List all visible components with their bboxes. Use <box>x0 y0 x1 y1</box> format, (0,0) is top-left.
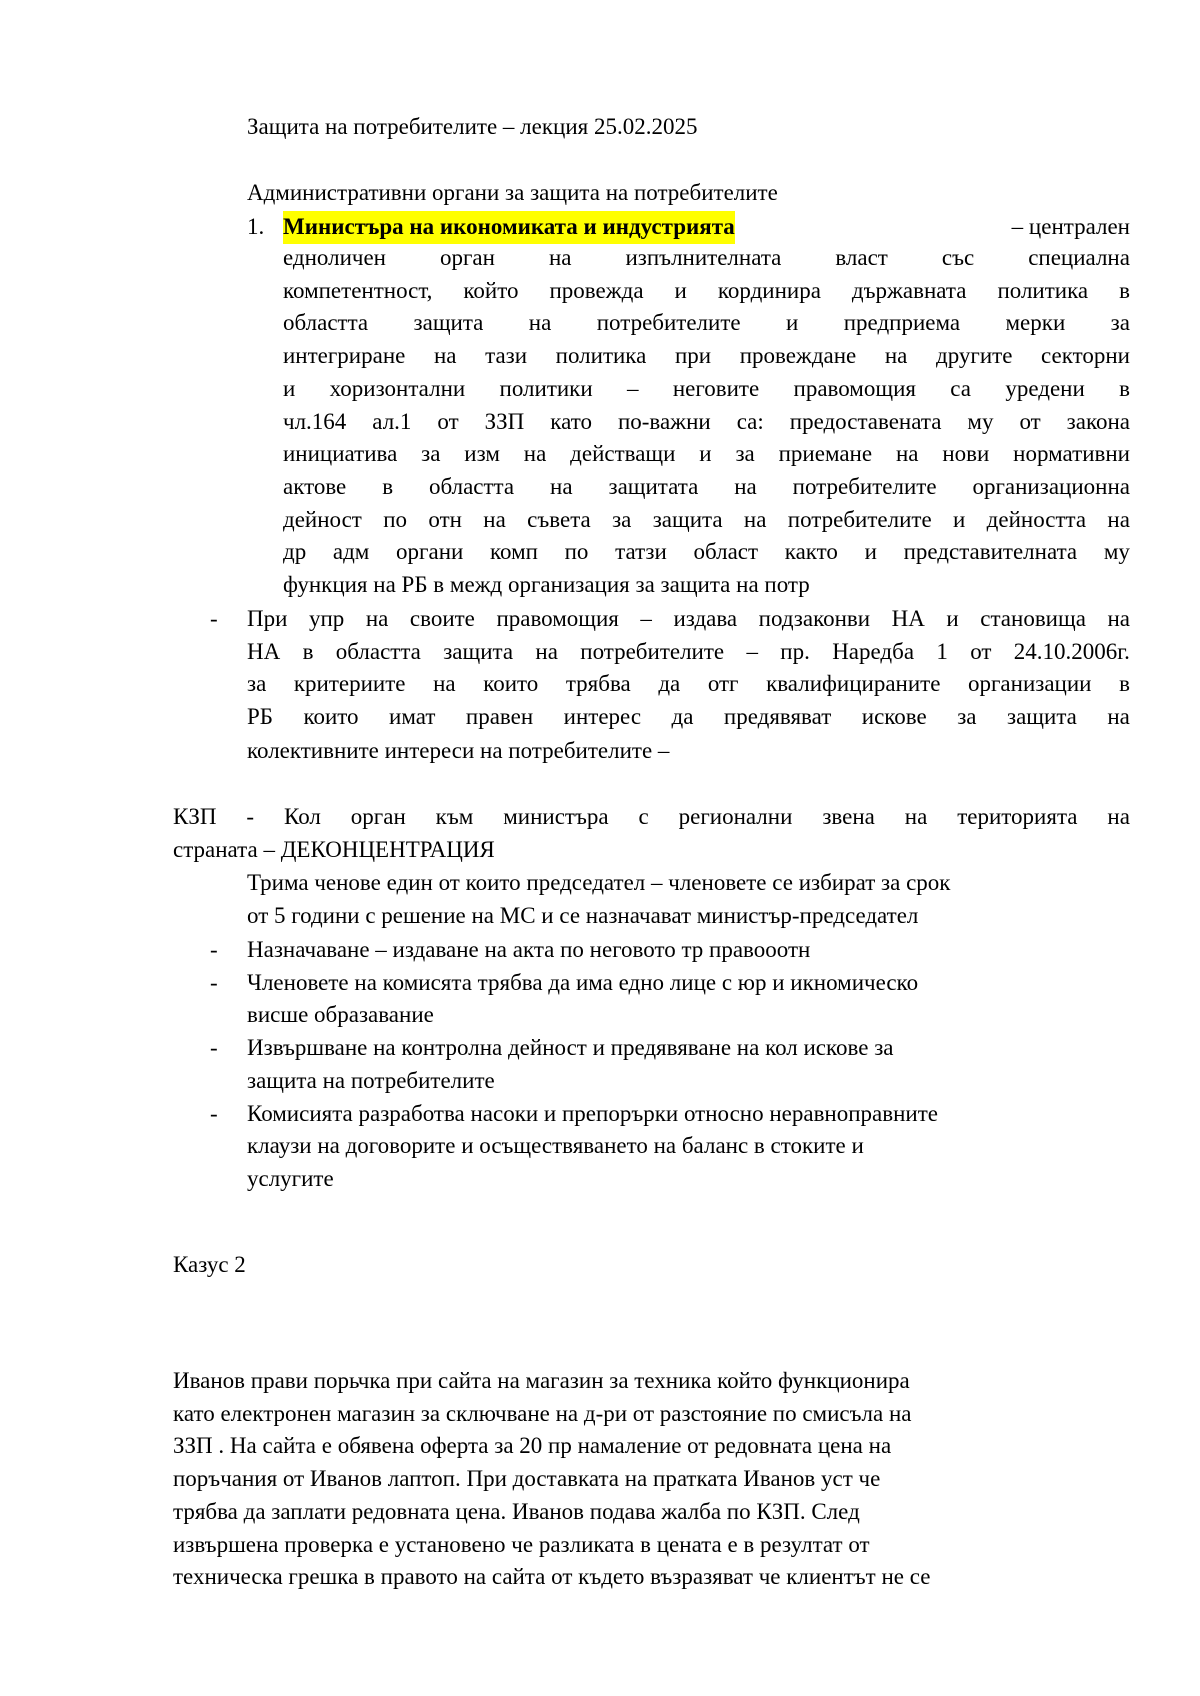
kzp-second-line: страната – ДЕКОНЦЕНТРАЦИЯ <box>173 837 495 862</box>
case-title: Казус 2 <box>173 1252 246 1277</box>
word: защита <box>1007 704 1077 730</box>
word: другите <box>936 343 1013 369</box>
word: съвета <box>527 506 591 532</box>
case-line: техническа грешка в правото на сайта от където възразяват че клиентът не се <box>173 1564 931 1590</box>
word: закона <box>1066 408 1130 434</box>
word: които <box>483 671 539 697</box>
word: и <box>283 375 296 401</box>
document-title: Защита на потребителите – лекция 25.02.2025 <box>247 114 698 139</box>
item1-line <box>283 242 1130 275</box>
word: със <box>941 245 975 270</box>
bullet-marker: - <box>210 606 218 631</box>
kzp-bullet-line: Комисията разработва насоки и препорърки относно неравноправните <box>247 1100 938 1126</box>
kzp-bullet-line: услугите <box>247 1165 334 1191</box>
word: При <box>247 606 288 631</box>
word: отн <box>428 506 462 532</box>
word: на <box>743 506 767 532</box>
word: на <box>433 343 457 369</box>
word: и <box>674 277 687 303</box>
word: министъра <box>503 804 609 829</box>
case-line: извършена проверка е установено че разликата в цената е в резултат от <box>173 1531 870 1557</box>
word: на <box>904 804 928 829</box>
item1-last-line: функция на РБ в межд организация за защита на потр <box>283 572 810 597</box>
word: актове <box>283 473 347 499</box>
word: квалифицираните <box>766 671 941 697</box>
word: на <box>528 310 552 336</box>
word: на <box>550 473 573 499</box>
item1-first-line <box>283 211 1130 244</box>
item1-line <box>283 471 1130 504</box>
item1-line <box>283 536 1130 569</box>
word: за <box>247 671 267 697</box>
item1-line <box>283 504 1130 537</box>
kzp-bullet-line: клаузи на договорите и осъществяването на баланс в стоките и <box>247 1133 864 1159</box>
word: в <box>1119 671 1130 697</box>
kzp-members-line1: Трима ченове един от които председател – членовете се избират за срок <box>247 870 951 895</box>
word: секторни <box>1041 343 1130 369</box>
word: татзи <box>615 539 667 565</box>
word: предприема <box>843 310 961 336</box>
kzp-bullet-line: Членовете на комисята трябва да има едно лице с юр и икномическо <box>247 969 919 995</box>
word: изм <box>464 441 500 467</box>
word: на <box>365 606 389 631</box>
word: нормативни <box>1013 441 1130 467</box>
item1-line <box>283 307 1130 340</box>
word: на <box>483 506 506 532</box>
word: НА <box>247 638 281 664</box>
word: в <box>382 473 394 499</box>
case-line: трябва да заплати редовната цена. Иванов подава жалба по КЗП. След <box>173 1498 860 1524</box>
word: чл.164 <box>283 408 347 434</box>
word: са <box>950 375 971 401</box>
word: орган <box>350 804 406 829</box>
word: правен <box>465 704 534 730</box>
word: КЗП <box>173 804 217 829</box>
word: областта <box>335 638 421 664</box>
word: 24.10.2006г. <box>1013 638 1130 664</box>
word: – <box>640 606 652 631</box>
word: на <box>1107 704 1130 730</box>
word: имат <box>389 704 436 730</box>
word: държавната <box>851 277 967 303</box>
item1-line <box>283 373 1130 406</box>
item1-line <box>283 438 1130 471</box>
word: ал.1 <box>372 408 412 434</box>
word: изпълнителната <box>625 245 782 270</box>
kzp-bullet-line: Извършване на контролна дейност и предявяване на кол искове за <box>247 1035 894 1061</box>
word: действащи <box>570 441 676 467</box>
word: в <box>1119 375 1130 401</box>
word: защита <box>443 638 514 664</box>
word: трябва <box>565 671 631 697</box>
word: адм <box>332 539 370 565</box>
word: от <box>437 408 459 434</box>
word: критериите <box>293 671 406 697</box>
word: специална <box>1028 245 1130 270</box>
word: организации <box>968 671 1092 697</box>
word: издава <box>673 606 738 631</box>
word: - <box>246 804 255 829</box>
item1-line <box>283 275 1130 308</box>
word: неговите <box>672 375 760 401</box>
word: политики <box>499 375 593 401</box>
word: които <box>303 704 359 730</box>
word: уредени <box>1005 375 1085 401</box>
word: интегриране <box>283 343 406 369</box>
word: компетентност, <box>283 277 433 303</box>
section-heading: Административни органи за защита на потребителите <box>247 180 778 205</box>
word: за <box>1110 310 1130 336</box>
word: провеждане <box>739 343 857 369</box>
word: са: <box>736 408 764 434</box>
word: на <box>884 343 908 369</box>
word: на <box>895 441 919 467</box>
word: защитата <box>608 473 699 499</box>
case-line: Иванов прави порьчка при сайта на магазин за техника който функционира <box>173 1368 910 1393</box>
word: – <box>627 375 639 401</box>
word: за <box>735 441 755 467</box>
word: му <box>967 408 994 434</box>
bullet-marker: - <box>210 1035 218 1061</box>
case-line: поръчания от Иванов лаптоп. При доставката на пратката Иванов уст че <box>173 1466 881 1492</box>
word: да <box>671 704 694 730</box>
word: правомощия <box>496 606 619 631</box>
word: комп <box>490 539 538 565</box>
item1-line <box>283 406 1130 439</box>
word: както <box>784 539 838 565</box>
word: потребителите <box>787 506 932 532</box>
word: към <box>435 804 474 829</box>
word: територията <box>957 804 1078 829</box>
word: РБ <box>247 704 273 730</box>
word: интерес <box>563 704 642 730</box>
word: да <box>658 671 681 697</box>
word: власт <box>835 245 888 270</box>
word: на <box>433 671 456 697</box>
word: – <box>746 638 758 664</box>
word: нови <box>942 441 990 467</box>
case-line: ЗЗП . На сайта е обявена оферта за 20 пр намаление от редовната цена на <box>173 1433 892 1459</box>
kzp-members-line2: от 5 години с решение на МС и се назначават министър-председател <box>247 903 919 928</box>
word: по-важни <box>617 408 711 434</box>
word: орган <box>439 245 495 270</box>
word: подзаконви <box>758 606 871 631</box>
word: инициатива <box>283 441 398 467</box>
word: правомощия <box>793 375 916 401</box>
word: и <box>864 539 877 565</box>
word: на <box>535 638 558 664</box>
word: на <box>523 441 547 467</box>
word: тази <box>485 343 528 369</box>
word: защита <box>652 506 723 532</box>
word: на <box>1107 506 1130 532</box>
minister-bullet-line <box>247 668 1130 701</box>
kzp-bullet-line: Назначаване – издаване на акта по неговото тр правооотн <box>247 937 811 962</box>
word: при <box>674 343 712 369</box>
kzp-first-line <box>173 801 1130 834</box>
word: дейност <box>283 506 362 532</box>
word: отг <box>707 671 739 697</box>
word: становища <box>980 606 1086 631</box>
word: потребителите <box>580 638 725 664</box>
word: и <box>786 310 799 336</box>
word: Кол <box>284 804 321 829</box>
word: предоставената <box>789 408 942 434</box>
word: организационна <box>972 473 1130 499</box>
minister-bullet-line <box>247 701 1130 734</box>
word: от <box>970 638 992 664</box>
word: едноличен <box>283 245 386 270</box>
word: провежда <box>549 277 644 303</box>
word: НА <box>891 606 925 631</box>
word: на <box>734 473 757 499</box>
list-number: 1. <box>247 214 265 239</box>
word: звена <box>822 804 875 829</box>
word: и <box>953 506 966 532</box>
word: област <box>693 539 759 565</box>
word: пр. <box>780 638 810 664</box>
word: за <box>421 441 441 467</box>
word: по <box>383 506 408 532</box>
word: своите <box>409 606 475 631</box>
word: и <box>699 441 712 467</box>
word: регионални <box>678 804 793 829</box>
minister-bullet-line <box>247 603 1130 636</box>
word: в <box>1119 277 1130 303</box>
word: представителната <box>903 539 1078 565</box>
word: за <box>957 704 977 730</box>
minister-bullet-line <box>247 636 1130 669</box>
word: приемане <box>778 441 873 467</box>
word: който <box>463 277 519 303</box>
word: др <box>283 539 307 565</box>
word: искове <box>861 704 927 730</box>
word: 1 <box>936 638 948 664</box>
word: потребителите <box>792 473 937 499</box>
word: предявяват <box>723 704 832 730</box>
word: органи <box>396 539 464 565</box>
word: защита <box>413 310 484 336</box>
highlighted-minister-name: Министъра на икономиката и индустрията <box>283 211 735 244</box>
word: с <box>638 804 649 829</box>
word: като <box>550 408 592 434</box>
word: в <box>302 638 314 664</box>
item1-line <box>283 340 1130 373</box>
case-line: като електронен магазин за сключване на д-ри от разстояние по смисъла на <box>173 1400 912 1426</box>
word: мерки <box>1005 310 1066 336</box>
word: и <box>946 606 959 631</box>
word: дейността <box>986 506 1087 532</box>
word: хоризонтални <box>329 375 466 401</box>
word: областта <box>428 473 515 499</box>
word: политика <box>997 277 1089 303</box>
word: от <box>1019 408 1041 434</box>
word: му <box>1103 539 1130 565</box>
bullet-marker: - <box>210 1100 218 1126</box>
word: потребителите <box>596 310 741 336</box>
word: Наредба <box>832 638 915 664</box>
kzp-bullet-line: висше образавание <box>247 1002 434 1028</box>
word: областта <box>283 310 369 336</box>
word: упр <box>308 606 345 631</box>
word: ЗЗП <box>484 408 525 434</box>
bullet-marker: - <box>210 969 218 995</box>
minister-bullet-last-line: колективните интереси на потребителите – <box>247 738 670 763</box>
word: за <box>612 506 632 532</box>
word: политика <box>555 343 647 369</box>
item1-first-line-rest: – централен <box>1011 214 1130 239</box>
kzp-bullet-line: защита на потребителите <box>247 1067 495 1093</box>
word: на <box>548 245 572 270</box>
bullet-marker: - <box>210 937 218 962</box>
word: на <box>1107 804 1130 829</box>
word: кординира <box>717 277 821 303</box>
word: на <box>1107 606 1130 631</box>
word: по <box>564 539 589 565</box>
